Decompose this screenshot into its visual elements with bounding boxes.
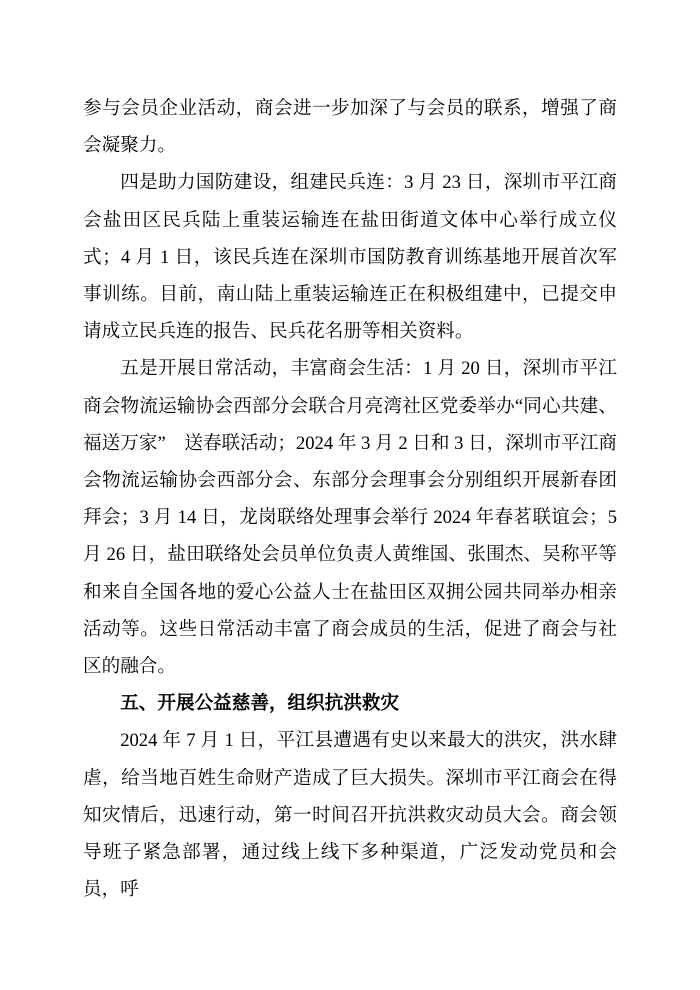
paragraph-militia-company: 四是助力国防建设，组建民兵连：3 月 23 日，深圳市平江商会盐田区民兵陆上重装运输连在盐田街道文体中心举行成立仪式；4 月 1 日，该民兵连在深圳市国防教育训练基地开展首次军事训练。目前，南山陆上重装运输连正在积极组建中，已提交申请成立民兵连的报告、民兵花名册等相关资料。 <box>83 172 617 343</box>
paragraph-member-cohesion: 参与会员企业活动，商会进一步加深了与会员的联系，增强了商会凝聚力。 <box>83 98 617 157</box>
section-heading-charity-flood-relief: 五、开展公益慈善，组织抗洪救灾 <box>120 693 400 715</box>
paragraph-flood-disaster-response: 2024 年 7 月 1 日，平江县遭遇有史以来最大的洪灾，洪水肆虐，给当地百姓生命财产造成了巨大损失。深圳市平江商会在得知灾情后，迅速行动，第一时间召开抗洪救灾动员大会。商会领导班子紧急部署，通过线上线下多种渠道，广泛发动党员和会员，呼 <box>83 730 617 901</box>
paragraph-daily-activities: 五是开展日常活动，丰富商会生活：1 月 20 日，深圳市平江商会物流运输协会西部分会联合月亮湾社区党委举办“同心共建、福送万家” 送春联活动；2024 年 3 月 2 日和 3 日，深圳市平江商会物流运输协会西部分会、东部分会理事会分别组织开展新春团拜会；3 月 14 日，龙岗联络处理事会举行 2024 年春茗联谊会；5 月 26 日，盐田联络处会员单位负责人黄维国、张围杰、吴称平等和来自全国各地的爱心公益人士在盐田区双拥公园共同举办相亲活动等。这些日常活动丰富了商会成员的生活，促进了商会与社区的融合。 <box>83 358 617 678</box>
